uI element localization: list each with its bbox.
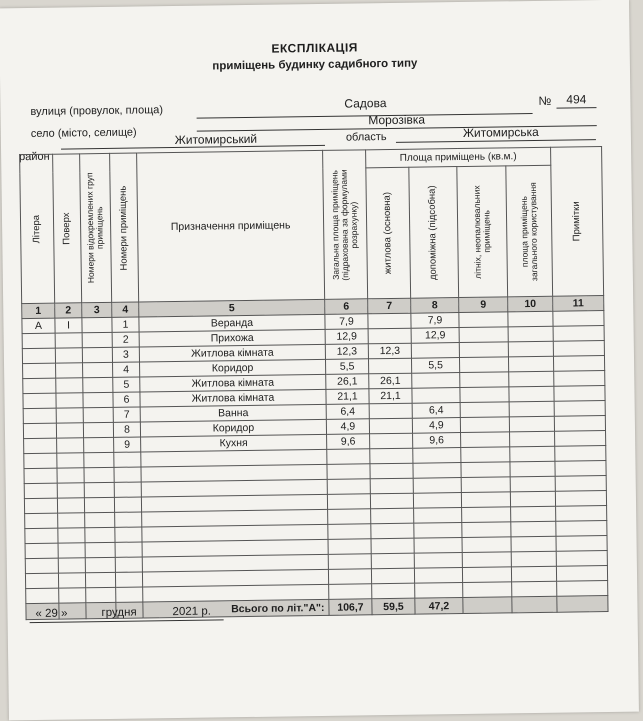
summary-living: 59,5 bbox=[372, 598, 415, 615]
cell-total: 6,4 bbox=[326, 404, 369, 420]
header-floor: Поверх bbox=[53, 154, 82, 303]
cell-total: 7,9 bbox=[325, 314, 368, 330]
cell-litera bbox=[23, 378, 56, 393]
summary-total: 106,7 bbox=[329, 599, 372, 616]
street-value: Садова bbox=[344, 96, 387, 111]
document-subtitle: приміщень будинку садибного типу bbox=[212, 57, 418, 73]
cell-aux bbox=[412, 373, 460, 389]
cell-living: 26,1 bbox=[369, 373, 412, 389]
cell-num: 3 bbox=[112, 347, 139, 362]
cell-purpose: Житлова кімната bbox=[140, 389, 326, 407]
cell-litera bbox=[23, 408, 56, 423]
col-number: 9 bbox=[459, 297, 508, 313]
cell-litera: А bbox=[22, 318, 55, 333]
cell-litera bbox=[23, 423, 56, 438]
cell-num: 1 bbox=[112, 317, 139, 332]
header-notes: Примітки bbox=[551, 147, 604, 297]
table-body bbox=[22, 311, 608, 604]
village-value: Морозівка bbox=[368, 112, 426, 128]
header-auxiliary: допоміжна (підсобна) bbox=[409, 167, 459, 299]
cell-aux: 4,9 bbox=[412, 418, 460, 434]
col-number: 1 bbox=[22, 303, 55, 318]
cell-num: 2 bbox=[112, 332, 139, 347]
district-label: район bbox=[19, 150, 50, 164]
cell-floor bbox=[55, 348, 82, 363]
cell-aux: 9,6 bbox=[413, 433, 461, 449]
summary-auxiliary: 47,2 bbox=[415, 598, 463, 615]
cell-purpose: Веранда bbox=[139, 314, 325, 332]
col-number: 5 bbox=[139, 299, 325, 317]
cell-aux: 7,9 bbox=[411, 313, 459, 329]
cell-floor bbox=[56, 408, 83, 423]
district-value: Житомирський bbox=[174, 131, 258, 147]
cell-aux: 6,4 bbox=[412, 403, 460, 419]
cell-total: 4,9 bbox=[326, 419, 369, 435]
cell-litera bbox=[23, 363, 56, 378]
number-underline bbox=[556, 107, 596, 109]
cell-floor: І bbox=[55, 318, 82, 333]
date-month: грудня bbox=[101, 606, 137, 620]
cell-floor bbox=[57, 438, 84, 453]
cell-floor bbox=[56, 393, 83, 408]
col-number: 8 bbox=[411, 298, 459, 314]
cell-aux: 5,5 bbox=[411, 358, 459, 374]
header-litera: Літера bbox=[20, 154, 55, 303]
header-groups: Номери відокремлених груп приміщень bbox=[80, 153, 112, 302]
number-label: № bbox=[538, 93, 552, 108]
cell-aux bbox=[412, 388, 460, 404]
cell-num: 6 bbox=[113, 392, 140, 407]
col-number: 2 bbox=[55, 303, 82, 318]
cell-living: 12,3 bbox=[368, 343, 411, 359]
header-summer: літніх, неопалювальних приміщень bbox=[457, 166, 508, 298]
cell-total: 12,9 bbox=[325, 329, 368, 345]
summary-label: Всього по літ."А": bbox=[143, 599, 329, 618]
date-day: « 29 » bbox=[35, 607, 68, 620]
explication-table bbox=[19, 146, 608, 620]
date-underline bbox=[30, 619, 224, 623]
village-label: село (місто, селище) bbox=[30, 126, 137, 141]
cell-purpose: Коридор bbox=[140, 359, 326, 377]
cell-floor bbox=[56, 363, 83, 378]
header-area-group: Площа приміщень (кв.м.) bbox=[366, 147, 551, 168]
col-number: 3 bbox=[82, 302, 112, 317]
cell-total: 21,1 bbox=[326, 389, 369, 405]
header-rooms: Номери приміщень bbox=[110, 153, 139, 302]
cell-total: 12,3 bbox=[325, 344, 368, 360]
cell-living bbox=[369, 418, 412, 434]
col-number: 7 bbox=[368, 298, 411, 314]
cell-purpose: Кухня bbox=[141, 434, 327, 452]
cell-floor bbox=[55, 333, 82, 348]
col-number: 6 bbox=[325, 299, 368, 315]
cell-litera bbox=[23, 393, 56, 408]
cell-num: 4 bbox=[113, 362, 140, 377]
cell-living bbox=[369, 403, 412, 419]
cell-purpose: Житлова кімната bbox=[139, 344, 325, 362]
cell-num: 8 bbox=[113, 422, 140, 437]
cell-total: 5,5 bbox=[325, 359, 368, 375]
cell-purpose: Житлова кімната bbox=[140, 374, 326, 392]
cell-floor bbox=[56, 378, 83, 393]
cell-total: 26,1 bbox=[326, 374, 369, 390]
cell-purpose: Прихожа bbox=[139, 329, 325, 347]
cell-total: 9,6 bbox=[327, 434, 370, 450]
cell-living: 21,1 bbox=[369, 388, 412, 404]
cell-num: 5 bbox=[113, 377, 140, 392]
document-title: ЕКСПЛІКАЦІЯ bbox=[271, 40, 358, 56]
header-total-area: Загальна площа приміщень (підрахована за формулами розрахунку) bbox=[323, 150, 368, 300]
header-purpose: Призначення приміщень bbox=[137, 150, 325, 302]
cell-living bbox=[368, 358, 411, 374]
cell-floor bbox=[56, 423, 83, 438]
date-year: 2021 р. bbox=[172, 605, 211, 619]
cell-num: 9 bbox=[114, 437, 141, 452]
number-value: 494 bbox=[566, 92, 587, 107]
cell-num: 7 bbox=[113, 407, 140, 422]
col-number: 11 bbox=[553, 296, 604, 312]
cell-living bbox=[370, 433, 413, 449]
cell-litera bbox=[22, 333, 55, 348]
cell-living bbox=[368, 313, 411, 329]
cell-litera bbox=[22, 348, 55, 363]
cell-litera bbox=[24, 438, 57, 453]
col-number: 10 bbox=[508, 296, 553, 312]
cell-aux: 12,9 bbox=[411, 328, 459, 344]
cell-purpose: Ванна bbox=[140, 404, 326, 422]
street-label: вулиця (провулок, площа) bbox=[30, 104, 164, 119]
col-number: 4 bbox=[112, 302, 139, 317]
region-label: область bbox=[345, 131, 387, 144]
region-value: Житомирська bbox=[462, 124, 539, 140]
cell-aux bbox=[411, 343, 459, 359]
cell-purpose: Коридор bbox=[140, 419, 326, 437]
header-living: житлова (основна) bbox=[366, 167, 411, 299]
header-common: площа приміщень загального користування bbox=[506, 165, 553, 297]
cell-living bbox=[368, 328, 411, 344]
